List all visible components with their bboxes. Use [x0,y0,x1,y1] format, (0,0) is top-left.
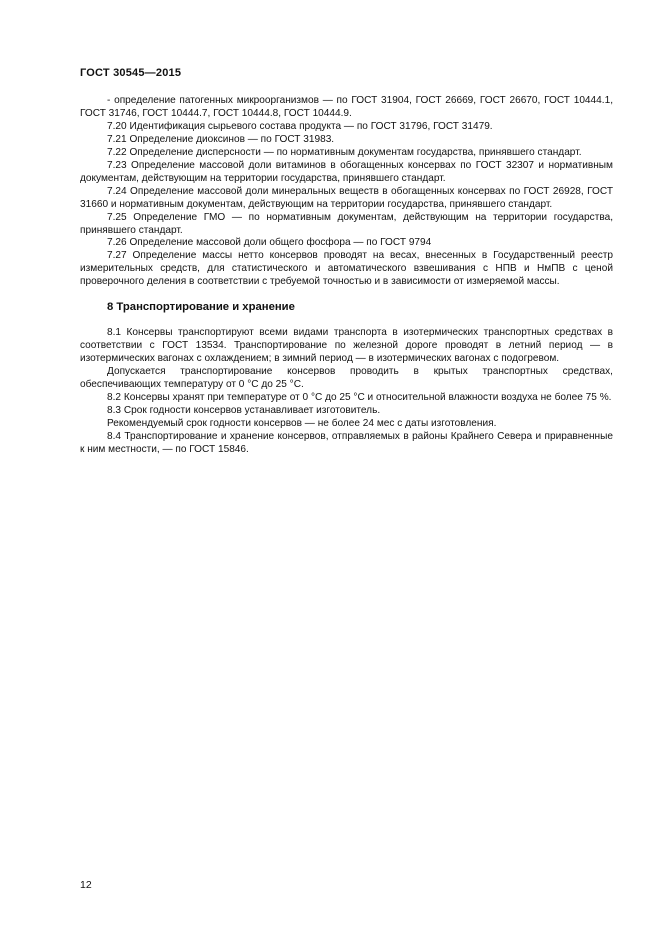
document-body [80,95,613,457]
page-number: 12 [80,879,92,891]
paragraph: 8.3 Срок годности консервов устанавливает изготовитель. [107,404,381,416]
paragraph: Рекомендуемый срок годности консервов — не более 24 мес с даты изготовления. [107,417,497,429]
paragraph: 7.23 Определение массовой доли витаминов в обогащенных консервах по ГОСТ 32307 и нормативным документам, действующим на территории государства, принявшего стандарт. [80,159,613,184]
section-heading: 8 Транспортирование и хранение [107,301,295,314]
paragraph: 7.26 Определение массовой доли общего фосфора — по ГОСТ 9794 [107,237,432,249]
paragraph: 7.24 Определение массовой доли минеральных веществ в обогащенных консервах по ГОСТ 26928, ГОСТ 31660 и нормативным документам, действующим на территории государства, принявшего стандарт. [80,185,613,210]
paragraph: 8.4 Транспортирование и хранение консервов, отправляемых в районы Крайнего Севера и приравненные к ним местности, — по ГОСТ 15846. [80,430,613,455]
paragraph: 7.27 Определение массы нетто консервов проводят на весах, внесенных в Государственный реестр измерительных средств, для статистического и автоматического взвешивания с НПВ и НмПВ с ценой проверочного деления в соответствии с требуемой точностью и в зависимости от измеряемой массы. [80,250,613,288]
page-header: ГОСТ 30545—2015 [80,67,182,79]
paragraph: Допускается транспортирование консервов проводить в крытых транспортных средствах, обеспечивающих температуру от 0 °С до 25 °С. [80,366,613,391]
paragraph: - определение патогенных микроорганизмов — по ГОСТ 31904, ГОСТ 26669, ГОСТ 26670, ГОСТ 10444.1, ГОСТ 31746, ГОСТ 10444.7, ГОСТ 10444.8, ГОСТ 10444.9. [80,95,613,119]
paragraph: 7.22 Определение дисперсности — по нормативным документам государства, принявшего стандарт. [107,146,582,158]
paragraph: 7.25 Определение ГМО — по нормативным документам, действующим на территории государства, принявшего стандарт. [80,211,613,236]
paragraph: 8.2 Консервы хранят при температуре от 0 °С до 25 °С и относительной влажности воздуха не более 75 %. [107,392,612,404]
paragraph: 8.1 Консервы транспортируют всеми видами транспорта в изотермических транспортных средствах в соответствии с ГОСТ 13534. Транспортирование по железной дороге проводят в летний период — в изотермических вагонах с охлаждением; в зимний период — в изотермических вагонах с подогревом. [80,327,613,365]
paragraph: 7.20 Идентификация сырьевого состава продукта — по ГОСТ 31796, ГОСТ 31479. [107,120,493,132]
paragraph: 7.21 Определение диоксинов — по ГОСТ 31983. [107,133,335,145]
